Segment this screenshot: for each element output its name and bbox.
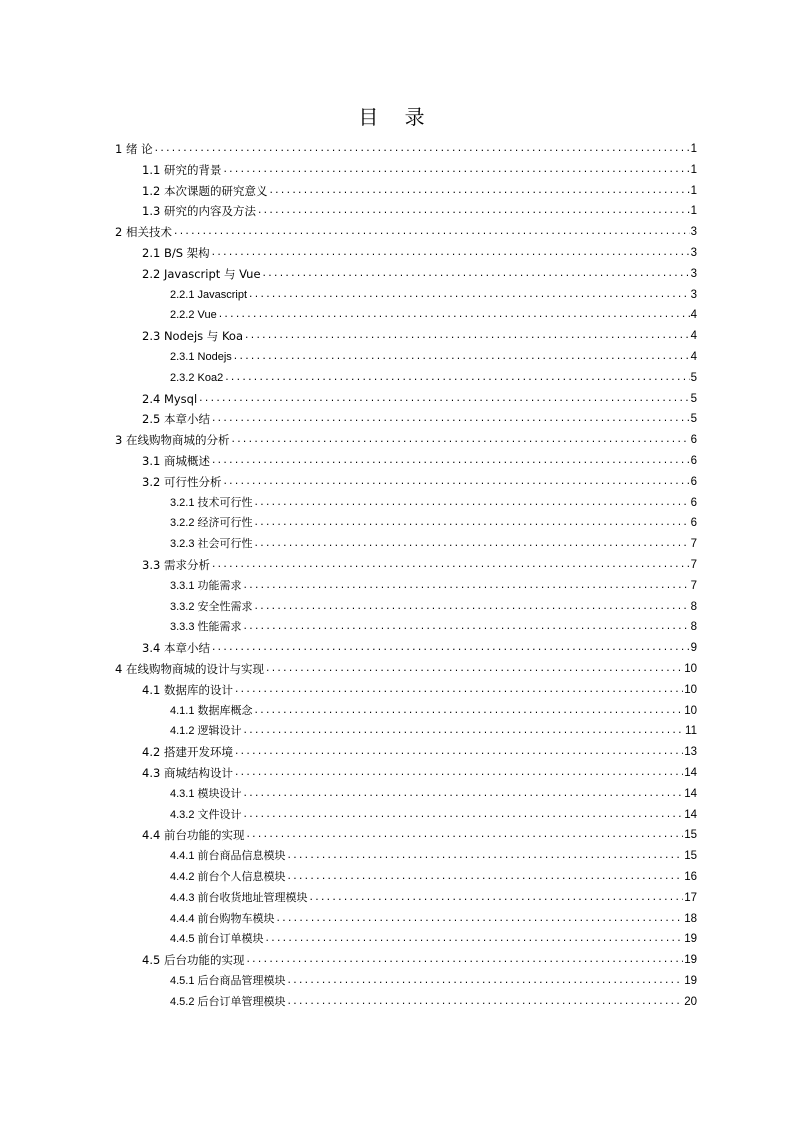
toc-entry[interactable] [170,344,697,364]
toc-entry-page-number: 13 [684,746,697,759]
toc-entry-label: 3.2.3 社会可行性 [170,538,253,551]
toc-entry-label: 3 在线购物商城的分析 [115,433,230,448]
toc-entry[interactable] [142,822,697,842]
dot-leader [245,953,683,967]
toc-entry-label: 4 在线购物商城的设计与实现 [115,662,264,676]
toc-entry[interactable] [170,302,697,322]
toc-entry[interactable] [142,386,697,406]
dot-leader [268,184,689,198]
toc-entry[interactable] [142,739,697,759]
toc-entry[interactable] [170,864,697,884]
toc-entry-page-number: 1 [690,205,697,218]
toc-entry-label: 4.1.1 数据库概念 [170,704,253,717]
toc-entry-page-number: 6 [690,496,697,509]
toc-entry-label: 2.1 B/S 架构 [142,246,210,260]
toc-entry[interactable] [170,282,697,302]
toc-entry[interactable] [170,718,697,738]
toc-entry-page-number: 5 [690,413,697,426]
toc-entry-page-number: 15 [684,829,697,842]
toc-entry-page-number: 19 [684,933,697,946]
toc-entry-label: 2.2.1 Javascript [170,288,248,301]
toc-entry-label: 3.2.1 技术可行性 [170,496,253,509]
toc-entry-label: 2.4 Mysql [142,391,198,406]
dot-leader [211,641,690,655]
dot-leader [243,787,684,801]
toc-entry[interactable] [142,760,697,780]
dot-leader [254,537,690,551]
toc-entry-page-number: 3 [690,247,697,259]
toc-entry-label: 2.5 本章小结 [142,412,210,427]
dot-leader [244,329,690,343]
toc-entry-label: 4.3.2 文件设计 [170,808,242,821]
toc-entry[interactable] [142,240,697,260]
page-title: 目 录 [358,105,435,129]
toc-entry-label: 3.2.2 经济可行性 [170,517,253,530]
toc-entry[interactable] [170,926,697,946]
toc-entry-page-number: 6 [690,455,697,467]
dot-leader [254,516,690,530]
toc-entry-label: 2.3 Nodejs 与 Koa [142,329,244,344]
toc-entry-label: 1 绪 论 [115,142,153,156]
toc-entry[interactable] [142,198,697,218]
dot-leader [243,579,690,593]
dot-leader [234,766,683,780]
toc-entry-label: 1.3 研究的内容及方法 [142,204,256,219]
toc-entry-page-number: 1 [690,143,697,155]
toc-entry-page-number: 7 [690,559,697,571]
toc-entry[interactable] [142,635,697,655]
dot-leader [276,912,684,926]
toc-entry-page-number: 4 [690,330,697,343]
dot-leader [262,267,690,281]
toc-entry-page-number: 3 [690,288,697,301]
toc-entry-label: 3.3.1 功能需求 [170,579,242,592]
dot-leader [211,454,690,468]
toc-entry-page-number: 5 [690,392,697,405]
toc-entry[interactable] [170,968,697,988]
dot-leader [243,620,690,634]
toc-entry-label: 3.4 本章小结 [142,641,210,656]
toc-entry[interactable] [115,136,697,156]
toc-entry-label: 2.2 Javascript 与 Vue [142,266,261,281]
toc-entry-label: 4.5 后台功能的实现 [142,953,245,968]
toc-entry-page-number: 3 [690,267,697,280]
dot-leader [287,870,684,884]
dot-leader [211,558,690,572]
dot-leader [254,704,684,718]
toc-entry-label: 2 相关技术 [115,225,172,240]
toc-entry-label: 4.3 商城结构设计 [142,766,233,780]
toc-entry-page-number: 1 [690,163,697,176]
toc-entry[interactable] [170,843,697,863]
toc-entry[interactable] [142,552,697,572]
dot-leader [234,745,683,759]
toc-entry-label: 4.4.3 前台收货地址管理模块 [170,891,308,904]
toc-entry[interactable] [115,656,697,676]
dot-leader [243,808,684,822]
toc-entry-label: 4.5.2 后台订单管理模块 [170,995,286,1008]
toc-entry-page-number: 10 [684,663,697,675]
dot-leader [248,288,690,302]
dot-leader [257,204,690,218]
toc-entry-page-number: 20 [684,995,697,1008]
toc-entry[interactable] [142,677,697,697]
toc-entry-label: 4.4.2 前台个人信息模块 [170,871,286,883]
toc-entry-label: 4.5.1 后台商品管理模块 [170,975,286,987]
toc-entry-page-number: 19 [684,954,697,967]
dot-leader [154,142,690,156]
dot-leader [211,412,690,426]
toc-entry[interactable] [142,448,697,468]
toc-entry-label: 4.1.2 逻辑设计 [170,725,242,738]
toc-entry-label: 4.4.4 前台购物车模块 [170,912,275,925]
toc-entry[interactable] [170,594,697,614]
toc-entry-page-number: 7 [690,538,697,551]
dot-leader [234,683,683,697]
dot-leader [198,392,689,406]
toc-entry[interactable] [170,490,697,510]
toc-entry[interactable] [170,510,697,530]
toc-entry[interactable] [170,906,697,926]
toc-entry-label: 3.3.3 性能需求 [170,621,242,634]
dot-leader [222,475,689,489]
toc-entry[interactable] [142,323,697,343]
toc-entry-label: 3.2 可行性分析 [142,474,222,489]
toc-entry-page-number: 3 [690,226,697,239]
toc-entry[interactable] [142,261,697,281]
toc-entry[interactable] [142,947,697,967]
dot-leader [254,496,690,510]
dot-leader [211,246,690,260]
toc-entry-label: 3.3 需求分析 [142,558,210,572]
toc-entry-page-number: 17 [684,891,697,904]
dot-leader [287,995,684,1009]
toc-entry-page-number: 4 [690,309,697,322]
toc-entry-label: 4.4 前台功能的实现 [142,828,245,843]
toc-entry[interactable] [170,531,697,551]
toc-entry-page-number: 18 [684,912,697,925]
toc-entry-page-number: 8 [690,600,697,613]
toc-entry-page-number: 4 [690,351,697,363]
toc-entry[interactable] [115,427,697,447]
toc-entry-page-number: 6 [690,475,697,488]
toc-entry-page-number: 1 [690,184,697,197]
toc-entry-page-number: 10 [684,704,697,717]
dot-leader [230,433,689,447]
toc-entry-page-number: 14 [684,808,697,821]
toc-entry-label: 2.3.2 Koa2 [170,371,224,384]
toc-entry-label: 4.3.1 模块设计 [170,787,242,800]
toc-entry[interactable] [170,573,697,593]
dot-leader [265,662,683,676]
toc-entry-label: 1.1 研究的背景 [142,162,222,177]
toc-entry-page-number: 10 [684,683,697,696]
toc-entry-label: 4.4.5 前台订单模块 [170,933,264,946]
toc-entry-page-number: 7 [690,579,697,592]
dot-leader [224,371,689,385]
dot-leader [309,891,684,905]
toc-entry-page-number: 19 [684,975,697,987]
toc-entry-page-number: 14 [684,787,697,800]
toc-entry-page-number: 15 [684,850,697,863]
toc-entry-page-number: 6 [690,517,697,530]
toc-entry[interactable] [170,781,697,801]
toc-entry-page-number: 16 [684,871,697,883]
dot-leader [287,849,684,863]
toc-entry-label: 3.1 商城概述 [142,454,210,468]
toc-entry-page-number: 14 [684,767,697,779]
dot-leader [245,828,683,842]
dot-leader [233,350,690,364]
dot-leader [265,932,684,946]
dot-leader [254,600,690,614]
dot-leader [173,225,690,239]
toc-entry-label: 4.1 数据库的设计 [142,682,233,697]
toc-entry[interactable] [142,469,697,489]
toc-entry[interactable] [170,802,697,822]
toc-entry-page-number: 6 [690,434,697,447]
toc-entry-label: 1.2 本次课题的研究意义 [142,183,268,198]
toc-entry[interactable] [170,365,697,385]
toc-entry[interactable] [142,178,697,198]
dot-leader [287,974,684,988]
toc-entry-label: 4.4.1 前台商品信息模块 [170,850,286,863]
toc-entry[interactable] [170,989,697,1009]
toc-entry[interactable] [142,157,697,177]
toc-entry[interactable] [170,698,697,718]
toc-entry[interactable] [115,219,697,239]
dot-leader [218,308,690,322]
toc-entry-label: 2.3.1 Nodejs [170,351,232,363]
toc-entry-page-number: 5 [690,371,697,384]
toc-entry-label: 4.2 搭建开发环境 [142,745,233,760]
toc-entry-label: 3.3.2 安全性需求 [170,600,253,613]
toc-entry-page-number: 11 [685,725,697,738]
toc-entry-label: 2.2.2 Vue [170,309,217,322]
toc-entry-page-number: 9 [690,642,697,655]
toc-entry[interactable] [170,614,697,634]
toc-entry[interactable] [142,406,697,426]
toc-entry[interactable] [170,885,697,905]
toc-entry-page-number: 8 [690,621,697,634]
dot-leader [222,163,689,177]
dot-leader [243,724,685,738]
